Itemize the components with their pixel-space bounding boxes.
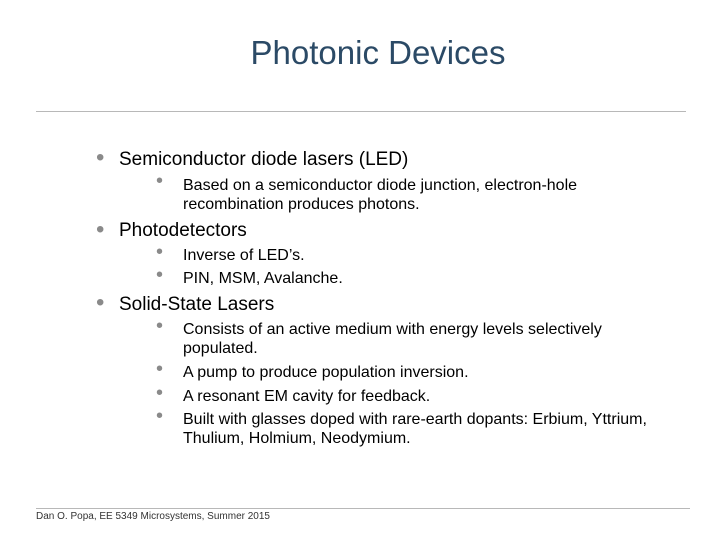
bullet-dot: • — [96, 144, 105, 171]
sub-bullet-active-medium: Consists of an active medium with energy levels selectively populated. — [183, 321, 602, 357]
sub-bullet-dot: • — [156, 405, 164, 427]
footer-divider — [36, 508, 690, 509]
slide-title: Photonic Devices — [250, 34, 506, 71]
sub-bullet-pump: A pump to produce population inversion. — [183, 364, 469, 381]
sub-bullet-dot: • — [156, 241, 164, 263]
sub-bullet-dot: • — [156, 358, 164, 380]
sub-bullet-diode-junction: Based on a semiconductor diode junction, electron-hole recombination produces photons. — [183, 177, 578, 213]
bullet-photodetectors: Photodetectors — [119, 220, 247, 241]
bullet-solid-state-lasers: Solid-State Lasers — [119, 294, 275, 315]
sub-bullet-pin-msm: PIN, MSM, Avalanche. — [183, 270, 343, 287]
sub-bullet-dot: • — [156, 170, 164, 192]
sub-bullet-dot: • — [156, 382, 164, 404]
sub-bullet-inverse-led: Inverse of LED’s. — [183, 247, 305, 264]
sub-bullet-dot: • — [156, 264, 164, 286]
sub-bullet-dot: • — [156, 315, 164, 337]
bullet-semiconductor-lasers: Semiconductor diode lasers (LED) — [119, 149, 409, 170]
slide-footer: Dan O. Popa, EE 5349 Microsystems, Summer 2015 — [36, 511, 270, 522]
bullet-dot: • — [96, 289, 105, 316]
title-divider — [36, 111, 686, 112]
sub-bullet-resonant-cavity: A resonant EM cavity for feedback. — [183, 388, 431, 405]
sub-bullet-rare-earth: Built with glasses doped with rare-earth dopants: Erbium, Yttrium, Thulium, Holmium, Neodymium. — [183, 411, 647, 447]
bullet-dot: • — [96, 216, 105, 243]
